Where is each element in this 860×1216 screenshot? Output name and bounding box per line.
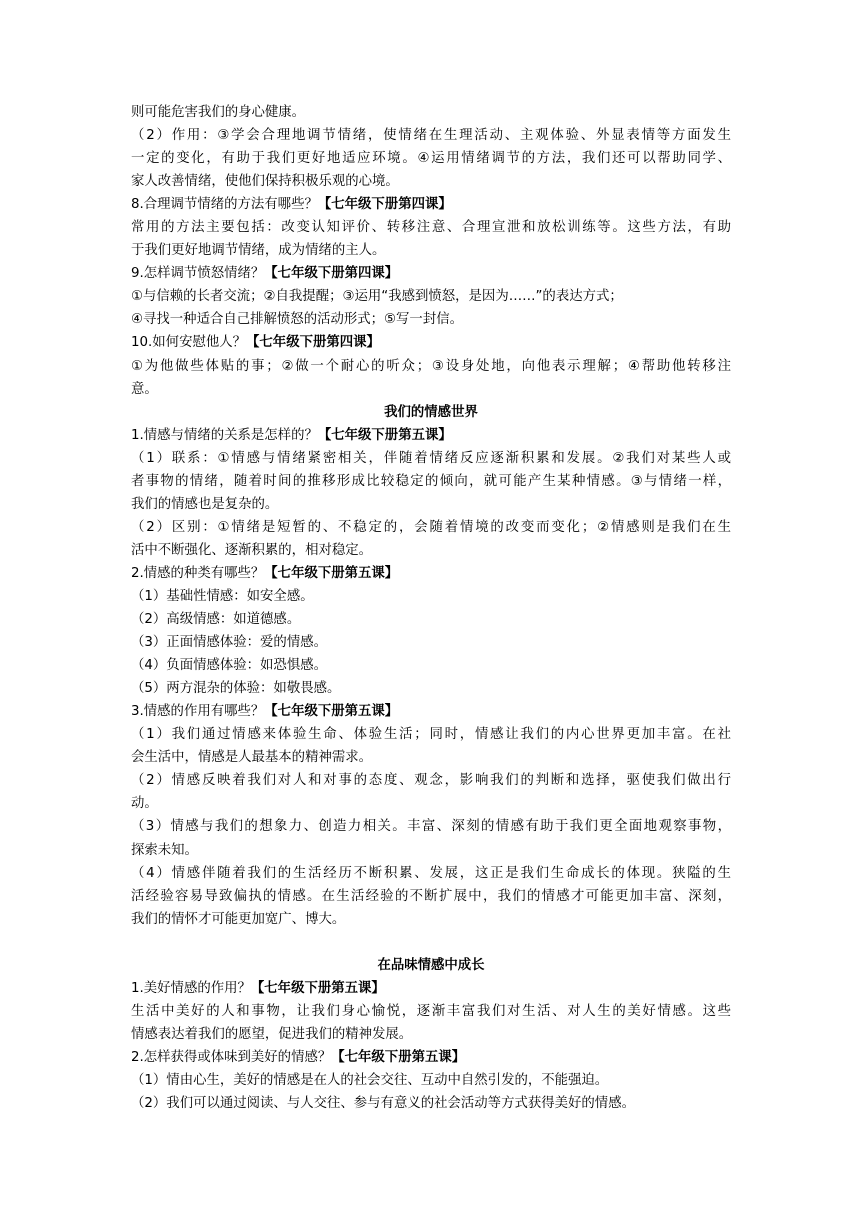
text-line: （1）基础性情感：如安全感。 bbox=[131, 588, 314, 604]
question-text: 1.美好情感的作用？ bbox=[131, 980, 251, 996]
text-line: ④寻找一种适合自己排解愤怒的活动形式；⑤写一封信。 bbox=[131, 312, 463, 328]
text-line: （3）情感与我们的想象力、创造力相关。丰富、深刻的情感有助于我们更全面地观察事物， bbox=[131, 819, 731, 835]
text-line: （2）高级情感：如道德感。 bbox=[131, 612, 301, 628]
question-line bbox=[131, 424, 731, 447]
question-text: 3.情感的作用有哪些？ bbox=[131, 704, 265, 720]
question-line bbox=[131, 331, 731, 354]
text-line: 常用的方法主要包括：改变认知评价、转移注意、合理宣泄和放松训练等。这些方法，有助 bbox=[131, 220, 731, 236]
text-line: 一定的变化，有助于我们更好地适应环境。④运用情绪调节的方法，我们还可以帮助同学、 bbox=[131, 151, 731, 167]
text-line: 生活中美好的人和事物，让我们身心愉悦，逐渐丰富我们对生活、对人生的美好情感。这些 bbox=[131, 1003, 731, 1019]
lesson-tag: 【七年级下册第四课】 bbox=[264, 266, 399, 282]
text-line: 探索未知。 bbox=[131, 842, 198, 858]
question-line bbox=[131, 700, 731, 723]
question-line bbox=[131, 1046, 731, 1069]
section-heading: 我们的情感世界 bbox=[384, 404, 478, 420]
question-text: 8.合理调节情绪的方法有哪些？ bbox=[131, 197, 318, 213]
lesson-tag: 【七年级下册第四课】 bbox=[317, 197, 452, 213]
lesson-tag: 【七年级下册第五课】 bbox=[331, 1049, 466, 1065]
text-line: （1）联系：①情感与情绪紧密相关，伴随着情绪反应逐渐积累和发展。②我们对某些人或 bbox=[131, 450, 731, 466]
text-line: （5）两方混杂的体验：如敬畏感。 bbox=[131, 681, 341, 697]
text-line: 活经验容易导致偏执的情感。在生活经验的不断扩展中，我们的情感才可能更加丰富、深刻， bbox=[131, 888, 731, 904]
text-line: （1）我们通过情感来体验生命、体验生活；同时，情感让我们的内心世界更加丰富。在社 bbox=[131, 727, 731, 743]
lesson-tag: 【七年级下册第五课】 bbox=[264, 704, 399, 720]
question-line bbox=[131, 193, 731, 216]
document-page bbox=[131, 101, 731, 1115]
text-line: 活中不断强化、逐渐积累的，相对稳定。 bbox=[131, 542, 373, 558]
text-line: 则可能危害我们的身心健康。 bbox=[131, 105, 306, 120]
question-text: 9.怎样调节愤怒情绪？ bbox=[131, 266, 265, 282]
text-line: （2）情感反映着我们对人和对事的态度、观念，影响我们的判断和选择，驱使我们做出行 bbox=[131, 773, 731, 789]
lesson-tag: 【七年级下册第五课】 bbox=[264, 565, 399, 581]
text-line: 我们的情怀才可能更加宽广、博大。 bbox=[131, 911, 346, 927]
text-line: ①与信赖的长者交流；②自我提醒；③运用“我感到愤怒，是因为……”的表达方式； bbox=[131, 289, 623, 305]
text-line: （2）区别：①情绪是短暂的、不稳定的，会随着情境的改变而变化；②情感则是我们在生 bbox=[131, 519, 731, 535]
question-text: 2.情感的种类有哪些？ bbox=[131, 565, 265, 581]
text-line: 家人改善情绪，使他们保持积极乐观的心境。 bbox=[131, 174, 399, 190]
text-line: 会生活中，情感是人最基本的精神需求。 bbox=[131, 750, 373, 766]
text-line: 我们的情感也是复杂的。 bbox=[131, 496, 279, 512]
text-line: （2）我们可以通过阅读、与人交往、参与有意义的社会活动等方式获得美好的情感。 bbox=[131, 1096, 635, 1112]
question-line bbox=[131, 977, 731, 1000]
text-line: （2）作用：③学会合理地调节情绪，使情绪在生理活动、主观体验、外显表情等方面发生 bbox=[131, 128, 731, 144]
blank-line bbox=[131, 931, 731, 954]
text-line: （4）情感伴随着我们的生活经历不断积累、发展，这正是我们生命成长的体现。狭隘的生 bbox=[131, 865, 731, 881]
text-line: 于我们更好地调节情绪，成为情绪的主人。 bbox=[131, 243, 386, 259]
question-line bbox=[131, 562, 731, 585]
question-text: 10.如何安慰他人？ bbox=[131, 335, 247, 351]
text-line: 情感表达着我们的愿望，促进我们的精神发展。 bbox=[131, 1026, 413, 1042]
text-line: ①为他做些体贴的事；②做一个耐心的听众；③设身处地，向他表示理解；④帮助他转移注 bbox=[131, 358, 731, 374]
section-heading: 在品味情感中成长 bbox=[377, 957, 485, 973]
lesson-tag: 【七年级下册第四课】 bbox=[246, 335, 380, 351]
text-line: 意。 bbox=[131, 381, 158, 397]
text-line: 者事物的情绪，随着时间的推移形成比较稳定的倾向，就可能产生某种情感。③与情绪一样， bbox=[131, 473, 731, 489]
text-line: 动。 bbox=[131, 796, 158, 812]
lesson-tag: 【七年级下册第五课】 bbox=[317, 427, 452, 443]
question-line bbox=[131, 262, 731, 285]
lesson-tag: 【七年级下册第五课】 bbox=[250, 980, 385, 996]
text-line: （1）情由心生，美好的情感是在人的社会交往、互动中自然引发的，不能强迫。 bbox=[131, 1072, 609, 1088]
question-text: 1.情感与情绪的关系是怎样的？ bbox=[131, 427, 318, 443]
question-text: 2.怎样获得或体味到美好的情感？ bbox=[131, 1049, 332, 1065]
text-line: （3）正面情感体验：爱的情感。 bbox=[131, 635, 327, 651]
text-line: （4）负面情感体验：如恐惧感。 bbox=[131, 658, 327, 674]
